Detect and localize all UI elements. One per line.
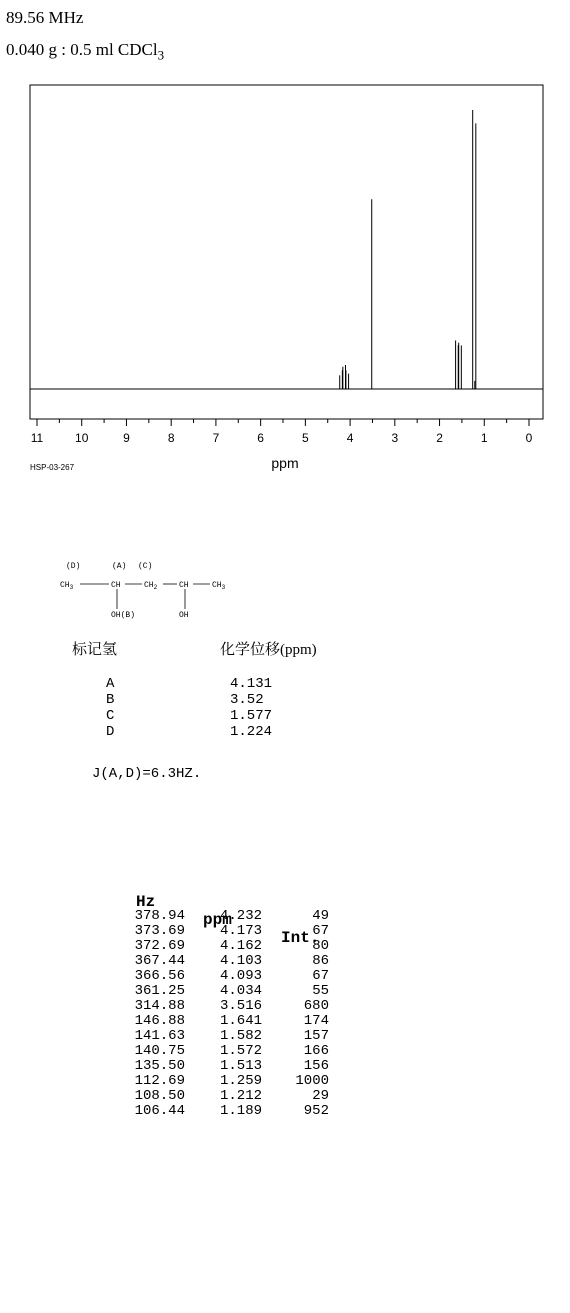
table-row [0, 1103, 340, 1118]
peak-hz: 314.88 [134, 998, 185, 1014]
sample-subscript: 3 [157, 47, 165, 63]
peak-hz: 146.88 [134, 1013, 185, 1029]
peak-ppm: 4.232 [219, 908, 262, 924]
label-c: (C) [138, 562, 153, 571]
ch3-left: $CH_3$ [60, 581, 74, 591]
x-tick-label: 0 [525, 431, 533, 445]
table-row [0, 1073, 340, 1088]
sample-description [6, 40, 164, 63]
peak-int: 49 [312, 908, 329, 924]
x-axis-ticks [31, 419, 533, 445]
peak-ppm: 1.189 [219, 1103, 262, 1119]
table-row [0, 1013, 340, 1028]
peak-ppm: 4.034 [219, 983, 262, 999]
label-d: (D) [66, 562, 81, 571]
peak-int: 156 [303, 1058, 329, 1074]
oh-b: OH(B) [111, 611, 136, 620]
peak-hz: 378.94 [134, 908, 185, 924]
peak-int: 67 [312, 968, 329, 984]
peak-int: 86 [312, 953, 329, 969]
peak-int: 157 [303, 1028, 329, 1044]
assignment-label: A [106, 676, 115, 692]
peaks-layer [340, 110, 476, 389]
peak-int: 952 [303, 1103, 329, 1119]
peak-hz: 361.25 [134, 983, 185, 999]
peak-int: 166 [303, 1043, 329, 1059]
x-tick-label: 3 [391, 431, 399, 445]
x-tick-label: 8 [167, 431, 175, 445]
peak-int: 174 [303, 1013, 329, 1029]
peak-ppm: 4.093 [219, 968, 262, 984]
x-tick-label: 10 [75, 431, 89, 445]
molecule-structure [60, 560, 260, 622]
assignment-shift: 1.577 [230, 708, 273, 724]
assignment-label: D [106, 724, 115, 740]
peak-int: 67 [312, 923, 329, 939]
table-row [0, 908, 340, 923]
table-row [0, 968, 340, 983]
oh: OH [179, 611, 189, 620]
peak-hz: 366.56 [134, 968, 185, 984]
peak-hz: 112.69 [134, 1073, 185, 1089]
peak-hz: 373.69 [134, 923, 185, 939]
ch-right: CH [179, 581, 189, 590]
peak-ppm: 4.103 [219, 953, 262, 969]
header-ppm: ppm [203, 911, 232, 929]
table-row [0, 953, 340, 968]
table-row [0, 938, 340, 953]
table-row [0, 998, 340, 1013]
table-row [0, 1043, 340, 1058]
table-row [0, 1088, 340, 1103]
x-tick-label: 9 [123, 431, 130, 445]
spectrum-code: HSP-03-267 [30, 463, 75, 472]
peak-int: 55 [312, 983, 329, 999]
peak-ppm: 4.173 [219, 923, 262, 939]
sample-text: 0.040 g : 0.5 ml CDCl [6, 40, 158, 59]
header-hz: Hz [136, 893, 156, 911]
peak-hz: 135.50 [134, 1058, 185, 1074]
table-row [0, 1028, 340, 1043]
assignment-shift: 4.131 [230, 676, 273, 692]
x-tick-label: 6 [257, 431, 264, 445]
peak-hz: 372.69 [134, 938, 185, 954]
peak-hz: 108.50 [134, 1088, 185, 1104]
assignment-label: B [106, 692, 115, 708]
col-label-header: 标记氢 [72, 642, 118, 658]
x-axis-label: ppm [271, 455, 299, 471]
peak-int: 680 [303, 998, 329, 1014]
peak-int: 80 [312, 938, 329, 954]
peak-ppm: 1.641 [219, 1013, 262, 1029]
x-tick-label: 1 [480, 431, 488, 445]
peak-hz: 106.44 [134, 1103, 185, 1119]
x-tick-label: 2 [436, 431, 443, 445]
peak-ppm: 1.212 [219, 1088, 262, 1104]
peak-ppm: 1.513 [219, 1058, 262, 1074]
peak-int: 29 [312, 1088, 329, 1104]
x-tick-label: 4 [346, 431, 354, 445]
peak-ppm: 3.516 [219, 998, 262, 1014]
ch-a: CH [111, 581, 121, 590]
plot-frame [30, 85, 543, 419]
assignment-shift: 1.224 [230, 724, 273, 740]
coupling-constant: J(A,D)=6.3HZ. [92, 766, 202, 782]
assignment-shift: 3.52 [230, 692, 264, 708]
header-int: Int. [281, 929, 320, 947]
label-a: (A) [112, 562, 127, 571]
spectrometer-frequency: 89.56 MHz [6, 8, 84, 27]
peak-ppm: 1.582 [219, 1028, 262, 1044]
peak-hz: 367.44 [134, 953, 185, 969]
table-row [0, 923, 340, 938]
assignment-label: C [106, 708, 115, 724]
table-row [0, 1058, 340, 1073]
col-shift-header: 化学位移(ppm) [220, 642, 317, 658]
ch3-right: $CH_3$ [212, 581, 226, 591]
peak-ppm: 4.162 [219, 938, 262, 954]
nmr-spectrum-chart [0, 80, 570, 475]
peak-ppm: 1.572 [219, 1043, 262, 1059]
peak-hz: 140.75 [134, 1043, 185, 1059]
x-tick-label: 7 [212, 431, 220, 445]
peak-hz: 141.63 [134, 1028, 185, 1044]
ch2: $CH_2$ [144, 581, 158, 591]
peak-ppm: 1.259 [219, 1073, 262, 1089]
peak-int: 1000 [295, 1073, 329, 1089]
x-tick-label: 11 [30, 431, 44, 445]
table-row [0, 983, 340, 998]
x-tick-label: 5 [302, 431, 309, 445]
